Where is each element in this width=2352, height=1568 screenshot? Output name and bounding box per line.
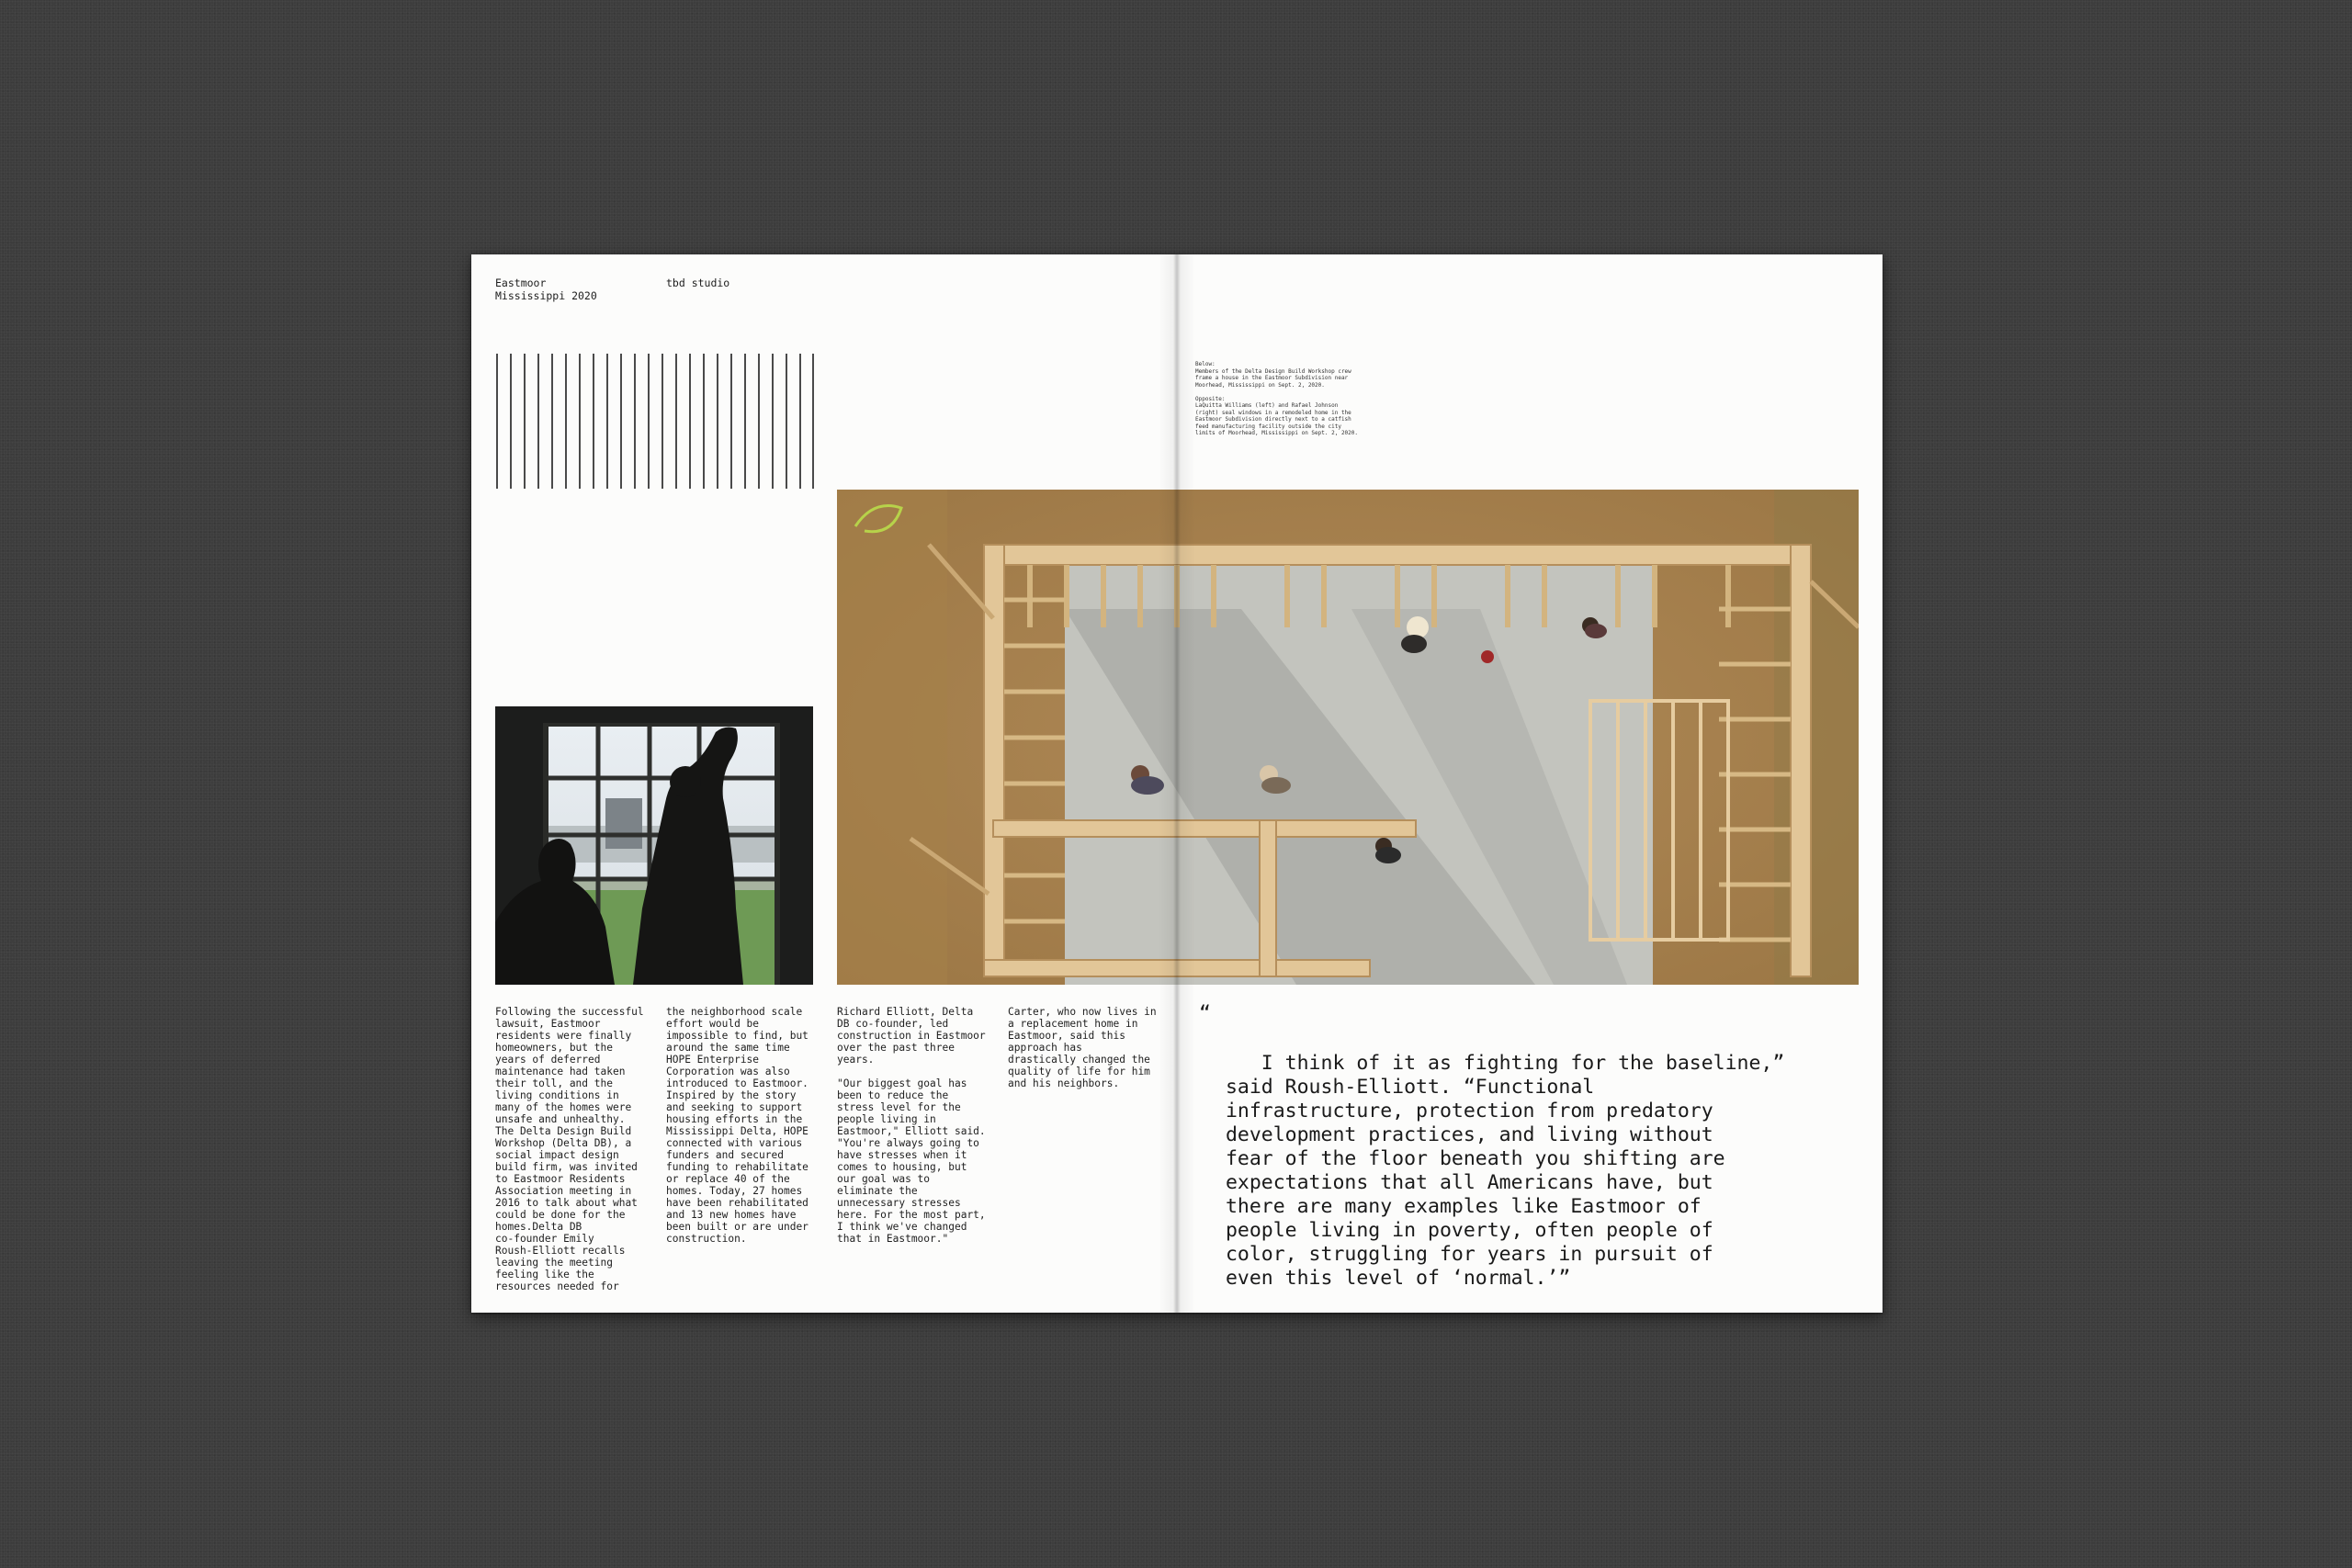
quote-mark: “: [1199, 1002, 1211, 1025]
location-label: Eastmoor Mississippi 2020: [495, 276, 597, 302]
pull-quote: [1199, 1002, 1785, 1314]
vertical-lines-graphic: [495, 354, 815, 489]
pull-quote-text: I think of it as fighting for the baseline,” said Roush-Elliott. “Functional infrastructure, protection from predatory development practices, and living without fear of the floor beneath you shifting are expectations that all Americans have, but there are many examples like Eastmoor of people living in poverty, often people of color, struggling for years in pursuit of even this level of ‘normal.’”: [1225, 1052, 1785, 1290]
body-column-1: Following the successful lawsuit, Eastmoor residents were finally homeowners, but the years of deferred maintenance had taken their toll, and the living conditions in many of the homes were unsafe and unhealthy. The Delta Design Build Workshop (Delta DB), a social impact design build firm, was invited to Eastmoor Residents Association meeting in 2016 to talk about what could be done for the homes.Delta DB co-founder Emily Roush-Elliott recalls leaving the meeting feeling like the resources needed for: [495, 1006, 644, 1292]
body-column-2: the neighborhood scale effort would be impossible to find, but around the same time HOPE Enterprise Corporation was also introduced to Eastmoor. Inspired by the story and seeking to support housing efforts in the Mississippi Delta, HOPE connected with various funders and secured funding to rehabilitate or replace 40 of the homes. Today, 27 homes have been rehabilitated and 13 new homes have been built or are under construction.: [666, 1006, 808, 1245]
window-photo: [495, 706, 813, 985]
photo-caption: Below: Members of the Delta Design Build Workshop crew frame a house in the Eastmoor Subdivision near Moorhead, Mississippi on Sept. 2, 2020. Opposite: LaQuitta Williams (left) and Rafael Johnson (right) seal windows in a remodeled home in the Eastmoor Subdivision directly next to a catfish feed manufacturing facility outside the city limits of Moorhead, Mississippi on Sept. 2, 2020.: [1195, 361, 1359, 436]
body-column-3: Richard Elliott, Delta DB co-founder, led construction in Eastmoor over the past three years. "Our biggest goal has been to reduce the stress level for the people living in Eastmoor," Elliott said. "You're always going to have stresses when it comes to housing, but our goal was to eliminate the unnecessary stresses here. For the most part, I think we've changed that in Eastmoor.": [837, 1006, 986, 1245]
aerial-construction-photo: [837, 490, 1859, 985]
studio-label: tbd studio: [666, 276, 730, 289]
magazine-spread: [471, 254, 1883, 1313]
body-column-4: Carter, who now lives in a replacement home in Eastmoor, said this approach has drastically changed the quality of life for him and his neighbors.: [1008, 1006, 1157, 1089]
